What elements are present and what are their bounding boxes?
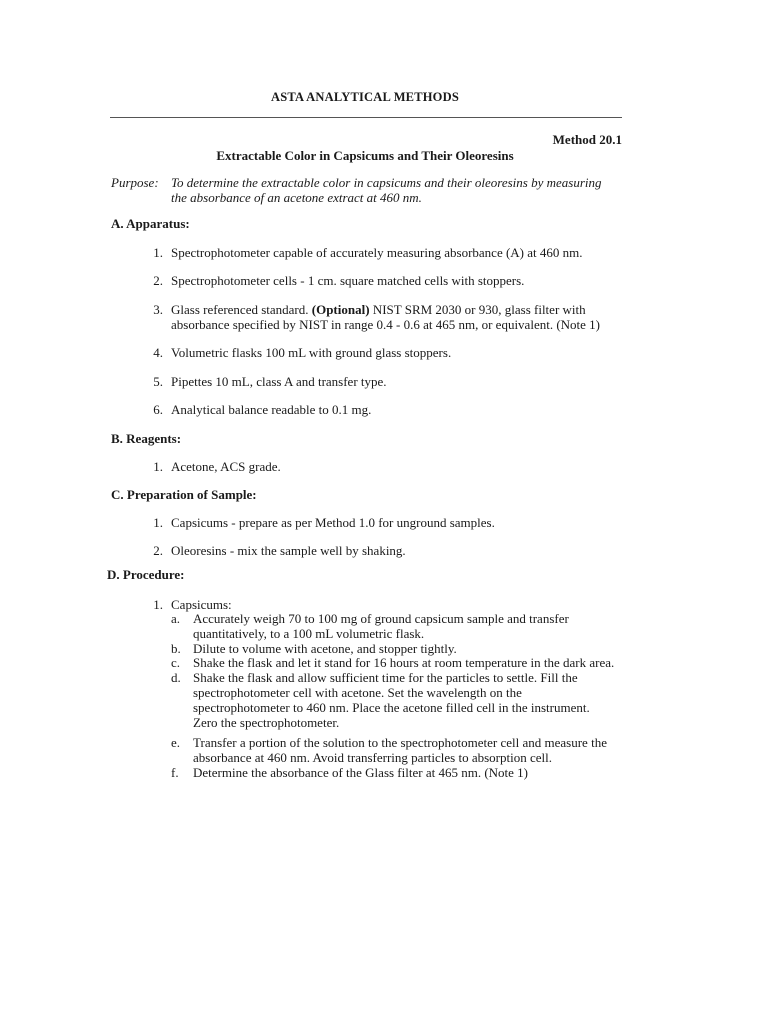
sub-item [193,611,653,641]
sub-item-line: Accurately weigh 70 to 100 mg of ground capsicum sample and transfer [193,611,569,626]
list-item-number: 1. [153,459,163,474]
optional-tag: (Optional) [311,302,370,317]
purpose-label: Purpose: [111,175,159,190]
list-item: Spectrophotometer capable of accurately measuring absorbance (A) at 460 nm. [171,245,583,260]
sub-item-letter: a. [171,611,181,626]
sub-item-letter: e. [171,735,181,750]
section-heading-reagents: B. Reagents: [111,431,182,446]
section-heading-procedure: D. Procedure: [107,567,185,582]
sub-item-letter: f. [171,765,179,780]
list-item: Spectrophotometer cells - 1 cm. square matched cells with stoppers. [171,273,525,288]
sub-item [193,670,653,730]
list-item: Acetone, ACS grade. [171,459,281,474]
list-item: Analytical balance readable to 0.1 mg. [171,402,372,417]
list-item [171,302,641,332]
sub-item-letter: d. [171,670,181,685]
list-item-number: 1. [153,597,163,612]
list-item: Volumetric flasks 100 mL with ground glass stoppers. [171,345,452,360]
sub-item-line: spectrophotometer to 460 nm. Place the acetone filled cell in the instrument. [193,700,590,715]
list-item-number: 6. [153,402,163,417]
list-item: Oleoresins - mix the sample well by shaking. [171,543,406,558]
sub-item-line: Shake the flask and allow sufficient time for the particles to settle. Fill the [193,670,578,685]
list-item-number: 2. [153,273,163,288]
section-heading-preparation: C. Preparation of Sample: [111,487,257,502]
list-item: Pipettes 10 mL, class A and transfer type. [171,374,387,389]
list-item-line [171,302,641,317]
sub-item: Determine the absorbance of the Glass filter at 465 nm. (Note 1) [193,765,528,780]
list-item: Capsicums: [171,597,232,612]
section-heading-apparatus: A. Apparatus: [111,216,190,231]
sub-item-line: Transfer a portion of the solution to the spectrophotometer cell and measure the [193,735,607,750]
purpose-line: the absorbance of an acetone extract at 460 nm. [171,190,422,205]
list-item-number: 2. [153,543,163,558]
sub-item [193,735,653,765]
sub-item: Dilute to volume with acetone, and stopper tightly. [193,641,457,656]
document-header: ASTA ANALYTICAL METHODS [271,90,459,104]
list-item-number: 5. [153,374,163,389]
purpose-line: To determine the extractable color in capsicums and their oleoresins by measuring [171,175,602,190]
list-item-text: NIST SRM 2030 or 930, glass filter with [369,302,586,317]
list-item-number: 3. [153,302,163,317]
list-item: Capsicums - prepare as per Method 1.0 for unground samples. [171,515,495,530]
list-item-number: 1. [153,245,163,260]
sub-item-line: spectrophotometer cell with acetone. Set the wavelength on the [193,685,522,700]
sub-item-letter: b. [171,641,181,656]
list-item-line: absorbance specified by NIST in range 0.4 - 0.6 at 465 nm, or equivalent. (Note 1) [171,317,600,332]
list-item-number: 4. [153,345,163,360]
method-number: Method 20.1 [552,132,622,147]
document-title: Extractable Color in Capsicums and Their Oleoresins [216,148,514,163]
sub-item-line: Zero the spectrophotometer. [193,715,340,730]
sub-item-letter: c. [171,655,181,670]
list-item-text: Glass referenced standard. [171,302,312,317]
header-rule [110,117,622,118]
sub-item-line: quantitatively, to a 100 mL volumetric flask. [193,626,425,641]
sub-item-line: absorbance at 460 nm. Avoid transferring particles to absorption cell. [193,750,552,765]
purpose-text [171,175,631,205]
sub-item: Shake the flask and let it stand for 16 hours at room temperature in the dark area. [193,655,615,670]
list-item-number: 1. [153,515,163,530]
